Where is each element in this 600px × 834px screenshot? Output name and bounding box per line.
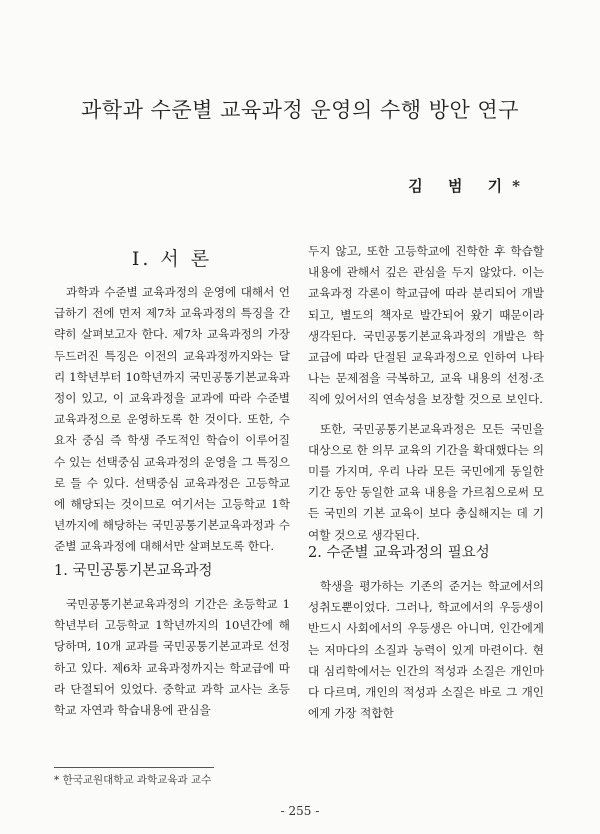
page-number: - 255 - [280,804,320,818]
necessity-body [308,576,544,724]
common-curriculum-paragraph: 국민공통기본교육과정의 기간은 초등학교 1학년부터 고등학교 1학년까지의 10년간에 해당하며, 10개 교과를 국민공통기본교과로 선정하고 있다. 제6차 교육과정까지는 학교급에 따라 단절되어 있었다. 중학교 과학 교사는 초등학교 자연과 학습내용에 관심을 [54,597,290,718]
right-paragraph-2: 또한, 국민공통기본교육과정은 모든 국민을 대상으로 한 의무 교육의 기간을 확대했다는 의미를 가지며, 우리 나라 모든 국민에게 동일한 기간 동안 동일한 교육 내용을 가르침으로써 모든 국민의 기본 교육이 보다 충실해지는 데 기여할 것으로 생각된다. [308,421,544,542]
intro-body [54,282,290,558]
intro-paragraph: 과학과 수준별 교육과정의 운영에 대해서 언급하기 전에 먼저 제7차 교육과정의 특징을 간략히 살펴보고자 한다. 제7차 교육과정의 가장 두드러진 특징은 이전의 교육과정까지와는 달리 1학년부터 10학년까지 국민공통기본교육과정이 있고, 이 교육과정을 교과에 따라 수준별 교육과정으로 운영하도록 한 것이다. 또한, 수요자 중심 즉 학생 주도적인 학습이 이루어질 수 있는 선택중심 교육과정의 운영을 그 특징으로 들 수 있다. 선택중심 교육과정은 고등학교에 해당되는 것이므로 여기서는 고등학교 1학년까지에 해당하는 국민공통기본교육과정과 수준별 교육과정에 대해서만 살펴보도록 한다. [54,285,290,554]
common-curriculum-body [54,594,290,721]
subsection-heading-necessity: 2. 수준별 교육과정의 필요성 [308,545,490,561]
necessity-paragraph: 학생을 평가하는 기존의 준거는 학교에서의 성취도뿐이었다. 그러나, 학교에서의 우등생이 반드시 사회에서의 우등생은 아니며, 인간에게는 저마다의 소질과 능력이 있게 마련이다. 현대 심리학에서는 인간의 적성과 소질은 개인마다 다르며, 개인의 적성과 소질은 바로 그 개인에게 가장 적합한 [308,579,544,721]
paper-title: 과학과 수준별 교육과정 운영의 수행 방안 연구 [81,98,519,122]
section-heading-introduction: Ⅰ. 서 론 [131,248,213,270]
subsection-heading-common-curriculum: 1. 국민공통기본교육과정 [54,563,213,579]
right-column-body [308,241,544,546]
author-name: 김 범 기* [408,177,530,195]
author-affiliation-footnote: * 한국교원대학교 과학교육과 교수 [54,774,212,786]
right-paragraph-1: 두지 않고, 또한 고등학교에 진학한 후 학습할 내용에 관해서 깊은 관심을 두지 않았다. 이는 교육과정 각론이 학교급에 따라 분리되어 개발되고, 별도의 책자로 발간되어 왔기 때문이라 생각된다. 국민공통기본교육과정의 개발은 학교급에 따라 단절된 교육과정으로 인하여 나타나는 문제점을 극복하고, 교육 내용의 선정·조직에 있어서의 연속성을 보장할 것으로 보인다. [308,244,544,407]
footnote-divider [54,767,214,768]
